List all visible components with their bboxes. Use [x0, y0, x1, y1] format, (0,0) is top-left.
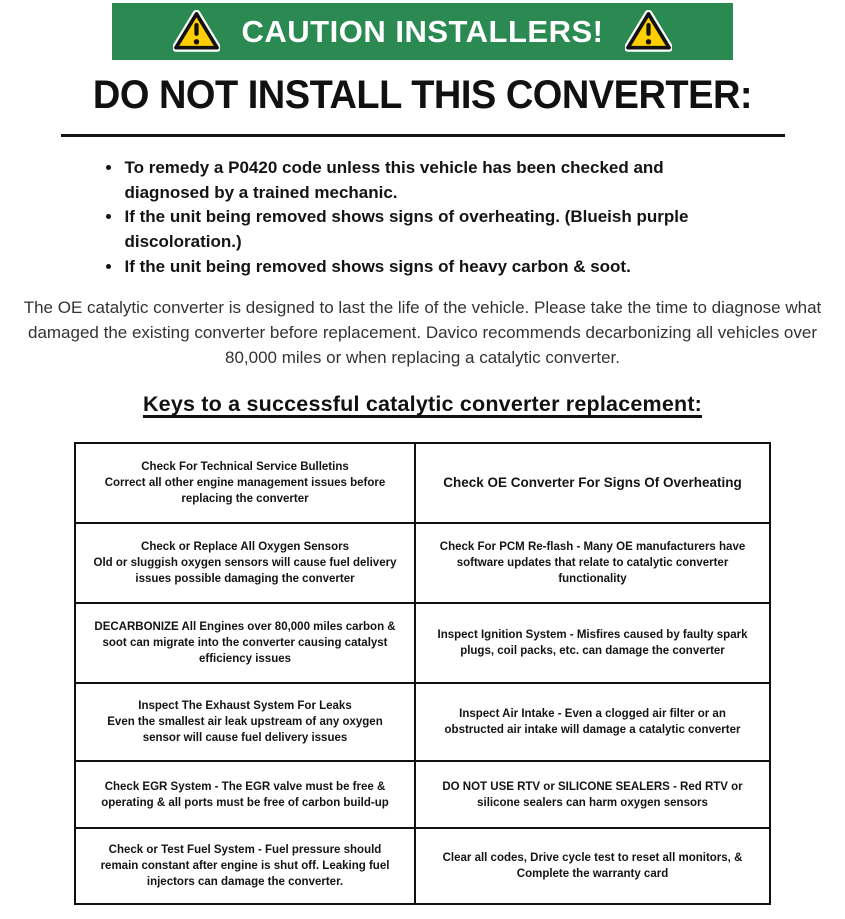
- table-row: [75, 761, 770, 828]
- cell-text: DO NOT USE RTV or SILICONE SEALERS - Red RTV or silicone sealers can harm oxygen sensors: [442, 780, 743, 809]
- table-row: [75, 523, 770, 603]
- advisory-paragraph: The OE catalytic converter is designed to last the life of the vehicle. Please take the time to diagnose what damaged the existing converter before replacement. Davico recommends decarbonizing all vehicles over 80,000 miles or when replacing a catalytic converter.: [23, 298, 822, 368]
- cell-text: Correct all other engine management issues before replacing the converter: [104, 477, 386, 506]
- warning-list-item: • If the unit being removed shows signs of overheating. (Blueish purple discoloration.): [123, 205, 743, 254]
- table-cell: [75, 603, 415, 683]
- table-cell: [75, 683, 415, 761]
- cell-text: Inspect Ignition System - Misfires caused by faulty spark plugs, coil packs, etc. can damage the converter: [437, 629, 748, 658]
- table-row: [75, 828, 770, 904]
- table-cell: [75, 523, 415, 603]
- caution-banner: [112, 3, 733, 60]
- table-cell: [75, 828, 415, 904]
- cell-text: Check or Replace All Oxygen Sensors: [141, 541, 349, 554]
- main-heading: DO NOT INSTALL THIS CONVERTER:: [92, 73, 753, 118]
- cell-text: Clear all codes, Drive cycle test to reset all monitors, & Complete the warranty card: [442, 852, 743, 881]
- table-cell: [75, 443, 415, 523]
- warning-triangle-icon: [173, 10, 220, 53]
- warning-triangle-icon: [625, 10, 672, 53]
- table-row: [75, 683, 770, 761]
- table-row: [75, 603, 770, 683]
- cell-text: Old or sluggish oxygen sensors will cause fuel delivery issues possible damaging the converter: [93, 557, 397, 586]
- table-cell: [415, 523, 770, 603]
- table-cell: [415, 443, 770, 523]
- cell-text: Check OE Converter For Signs Of Overheating: [443, 474, 742, 490]
- table-cell: [415, 683, 770, 761]
- table-cell: [415, 761, 770, 828]
- cell-text: Inspect The Exhaust System For Leaks: [138, 700, 352, 713]
- warning-list-item: • To remedy a P0420 code unless this vehicle has been checked and diagnosed by a trained mechanic.: [123, 156, 743, 205]
- banner-title: CAUTION INSTALLERS!: [241, 13, 604, 49]
- table-row: [75, 443, 770, 523]
- keys-heading: Keys to a successful catalytic converter replacement:: [142, 392, 703, 417]
- cell-text: Check EGR System - The EGR valve must be free & operating & all ports must be free of carbon build-up: [101, 780, 389, 809]
- cell-text: Check or Test Fuel System - Fuel pressure should remain constant after engine is shut off. Leaking fuel injectors can damage the converter.: [100, 844, 390, 889]
- cell-text: Even the smallest air leak upstream of any oxygen sensor will cause fuel delivery issues: [107, 716, 383, 745]
- cell-text: Inspect Air Intake - Even a clogged air filter or an obstructed air intake will damage a catalytic converter: [444, 708, 741, 737]
- cell-text: Check For PCM Re-flash - Many OE manufacturers have software updates that relate to catalytic converter functionality: [439, 541, 746, 586]
- keys-table: [74, 442, 771, 905]
- cell-text: Check For Technical Service Bulletins: [141, 461, 349, 474]
- table-cell: [415, 828, 770, 904]
- warning-list: [103, 156, 743, 279]
- divider-line: [61, 134, 785, 137]
- table-cell: [415, 603, 770, 683]
- warning-list-item: • If the unit being removed shows signs of heavy carbon & soot.: [123, 255, 743, 280]
- table-cell: [75, 761, 415, 828]
- cell-text: DECARBONIZE All Engines over 80,000 miles carbon & soot can migrate into the converter causing catalyst efficiency issues: [94, 621, 396, 666]
